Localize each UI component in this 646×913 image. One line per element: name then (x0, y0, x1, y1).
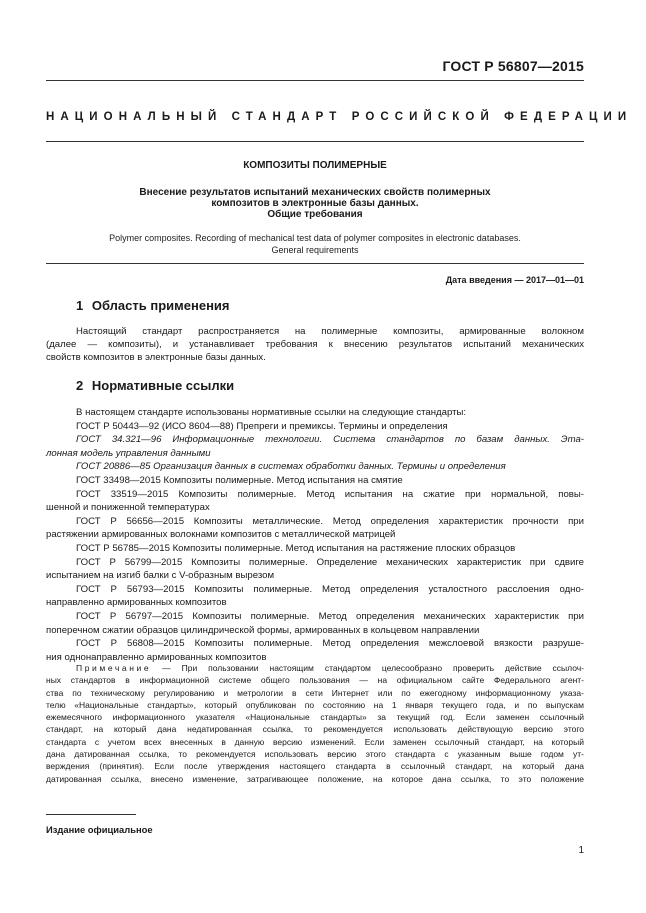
section-1-heading (76, 298, 230, 313)
official-edition-label: Издание официальное (46, 824, 153, 835)
note-line: стандарта с учетом всех внесенных в данную версию изменений. Если заменен ссылочный стандарт, на который (46, 736, 584, 747)
reference-item: ГОСТ 34.321—96 Информационные технологии. Система стандартов по базам данных. Эта- (76, 434, 584, 446)
note-line: телю «Национальные стандарты», который опубликован по состоянию на 1 января текущего года, и по выпускам (46, 699, 584, 710)
note-line: датированная ссылка, внесено изменение, затрагивающее положение, на которое дана ссылка, то это положение (46, 773, 584, 784)
gost-code: ГОСТ Р 56807—2015 (442, 58, 584, 74)
reference-item: ГОСТ Р 50443—92 (ИСО 8604—88) Препреги и премиксы. Термины и определения (76, 420, 448, 432)
section-number: 2 (76, 378, 84, 393)
reference-item: ГОСТ Р 56785—2015 Композиты полимерные. Метод испытания на растяжение плоских образцов (76, 542, 516, 554)
document-title: КОМПОЗИТЫ ПОЛИМЕРНЫЕ (243, 160, 387, 171)
note-line: ных стандартов в информационной системе общего пользования — на официальном сайте Федерального агент- (46, 675, 584, 686)
footer-rule (46, 814, 136, 815)
subtitle-line: Внесение результатов испытаний механических свойств полимерных (139, 187, 491, 198)
normative-references-list (46, 406, 584, 664)
note-line: ежемесячного информационного указателя «Национальные стандарты» за текущий год. Если заменен ссылочный (46, 712, 584, 723)
reference-item: ГОСТ Р 56797—2015 Композиты полимерные. Метод определения механических характеристик при (76, 610, 584, 622)
note-line: стандарт, на который дана недатированная ссылка, то рекомендуется использовать действующую версию этого (46, 724, 584, 735)
reference-item: ГОСТ Р 56793—2015 Композиты полимерные. Метод определения усталостного расслоения одно- (76, 583, 584, 595)
note-label: Примечание (76, 663, 152, 673)
english-title-line: Polymer composites. Recording of mechanical test data of polymer composites in electronic databases. (109, 233, 521, 243)
reference-item: ГОСТ Р 56656—2015 Композиты металлические. Метод определения характеристик прочности при (76, 515, 584, 527)
text-line: В настоящем стандарте использованы нормативные ссылки на следующие стандарты: (76, 407, 467, 418)
subtitle-line: композитов в электронные базы данных. (211, 198, 419, 210)
note-first-line (46, 662, 584, 674)
reference-item: ГОСТ Р 56808—2015 Композиты полимерные. Метод определения межслоевой вязкости разруше- (76, 638, 584, 650)
section-title: Область применения (91, 298, 230, 313)
note-line: верждения (принятия). Если после утверждения настоящего стандарта в ссылочный стандарт, на который дана (46, 761, 584, 772)
english-title (46, 232, 584, 256)
reference-item: ГОСТ 33498—2015 Композиты полимерные. Метод испытания на смятие (76, 474, 403, 486)
note-block (46, 662, 584, 785)
english-title-line: General requirements (271, 245, 359, 255)
subtitle-line: Общие требования (267, 209, 363, 221)
document-subtitle (46, 187, 584, 221)
section-1-body (46, 325, 584, 364)
section-2-heading (76, 378, 234, 393)
page-number: 1 (578, 845, 584, 856)
national-standard-heading: НАЦИОНАЛЬНЫЙ СТАНДАРТ РОССИЙСКОЙ ФЕДЕРАЦИИ (46, 111, 633, 123)
note-line: ства по техническому регулированию и метрологии в сети Интернет или по ежегодному информационному указа- (46, 687, 584, 698)
reference-item-cont: лонная модель управления данными (46, 447, 211, 459)
title-rule (46, 263, 584, 264)
reference-item: ГОСТ 33519—2015 Композиты полимерные. Метод испытания на сжатие при нормальной, повы- (76, 488, 584, 500)
reference-item-cont: шенной и пониженной температурах (46, 502, 210, 514)
section-title: Нормативные ссылки (91, 378, 235, 393)
header-rule (46, 80, 584, 81)
reference-item-cont: растяжении армированных волокнами композитов с металлической матрицей (46, 529, 396, 541)
reference-item: ГОСТ 20886—85 Организация данных в системах обработки данных. Термины и определения (76, 461, 506, 473)
text-line: (далее — композиты), и устанавливает требования к внесению результатов испытаний механических (46, 339, 584, 350)
heading-rule (46, 141, 584, 142)
section-number: 1 (76, 298, 84, 313)
text-line: Настоящий стандарт распространяется на полимерные композиты, армированные волокном (76, 326, 584, 337)
note-line: дана датированная ссылка, то рекомендуется использовать версию этого стандарта с указанным выше годом ут- (46, 749, 584, 760)
text-line: свойств композитов в электронные базы данных. (46, 352, 266, 363)
reference-item-cont: ния однонаправленно армированных композитов (46, 651, 267, 663)
note-text: — При пользовании настоящим стандартом целесообразно проверить действие ссылоч- (151, 663, 584, 673)
introduction-date: Дата введения — 2017—01—01 (445, 275, 584, 285)
reference-item: ГОСТ Р 56799—2015 Композиты полимерные. Определение механических характеристик при сдвиге (76, 556, 584, 568)
reference-item-cont: испытанием на изгиб балки с V-образным вырезом (46, 570, 275, 582)
reference-item-cont: направленно армированных композитов (46, 597, 227, 609)
reference-item-cont: поперечном сжатии образцов цилиндрической формы, армированных в кольцевом направлении (46, 624, 480, 636)
